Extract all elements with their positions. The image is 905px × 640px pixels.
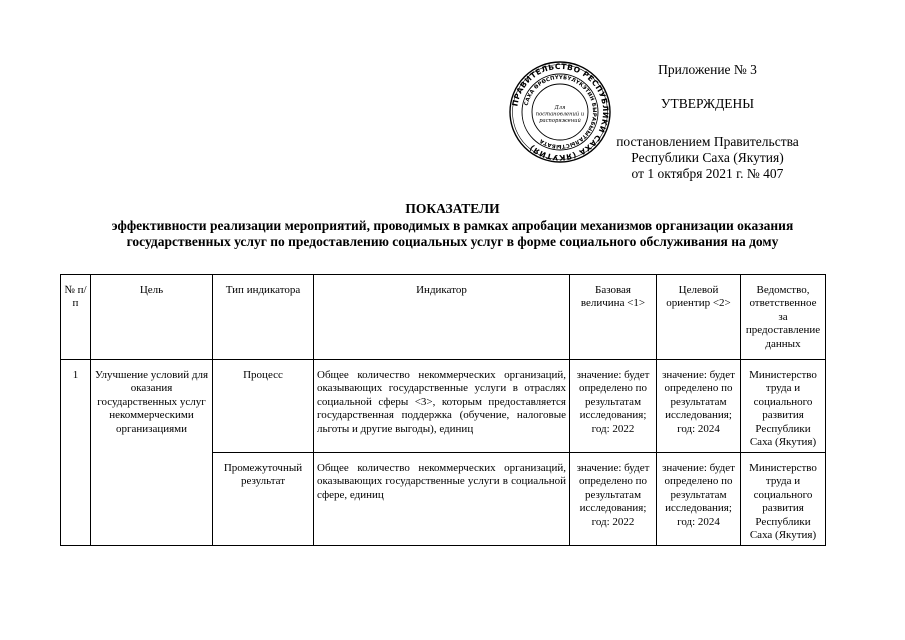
- row-num: 1: [61, 360, 91, 546]
- header-dept: Ведомство, ответственное за предоставление данных: [741, 275, 826, 360]
- svg-text:САХА ӨРӨСПҮҮБҮЛҮКЭТИН БЫРАБЫЫТ: САХА ӨРӨСПҮҮБҮЛҮКЭТИН БЫРАБЫЫТАЛЫСТЫБАТА: [523, 74, 598, 150]
- svg-text:Для: Для: [554, 105, 566, 111]
- row-target: значение: будет определено по результатам исследования; год: 2024: [657, 453, 741, 546]
- official-seal-stamp: [508, 60, 612, 164]
- document-title: [40, 201, 865, 251]
- title-line-2: эффективности реализации мероприятий, проводимых в рамках апробации механизмов организации оказания: [111, 217, 794, 233]
- row-dept: Министерство труда и социального развития Республики Саха (Якутия): [741, 360, 826, 453]
- row-type: Процесс: [213, 360, 314, 453]
- approved-label: УТВЕРЖДЕНЫ: [660, 96, 755, 111]
- header-num: № п/п: [61, 275, 91, 360]
- header-goal: Цель: [91, 275, 213, 360]
- row-goal: Улучшение условий для оказания государственных услуг некоммерческими организациями: [91, 360, 213, 546]
- header-type: Тип индикатора: [213, 275, 314, 360]
- title-line-1: ПОКАЗАТЕЛИ: [405, 201, 500, 216]
- row-target: значение: будет определено по результатам исследования; год: 2024: [657, 360, 741, 453]
- table-header-row: [61, 275, 826, 360]
- svg-text:распоряжений: распоряжений: [539, 118, 581, 124]
- row-dept: Министерство труда и социального развития Республики Саха (Якутия): [741, 453, 826, 546]
- decree-line-2: Республики Саха (Якутия): [631, 150, 784, 165]
- decree-line-3: от 1 октября 2021 г. № 407: [631, 166, 784, 181]
- decree-reference: [600, 134, 815, 182]
- header-indicator: Индикатор: [314, 275, 570, 360]
- header-base: Базовая величина <1>: [570, 275, 657, 360]
- row-indicator: Общее количество некоммерческих организаций, оказывающих государственные услуги в отраслях социальной сферы <3>, которым предоставляется государственная поддержка (обучение, налоговые льготы и другие выгоды), единиц: [314, 360, 570, 453]
- appendix-label: Приложение № 3: [658, 62, 757, 77]
- header-target: Целевой ориентир <2>: [657, 275, 741, 360]
- row-indicator: Общее количество некоммерческих организаций, оказывающих государственные услуги в социальной сфере, единиц: [314, 453, 570, 546]
- row-base: значение: будет определено по результатам исследования; год: 2022: [570, 453, 657, 546]
- row-type: Промежуточный результат: [213, 453, 314, 546]
- table-row: [61, 360, 826, 453]
- row-base: значение: будет определено по результатам исследования; год: 2022: [570, 360, 657, 453]
- decree-line-1: постановлением Правительства: [616, 134, 799, 149]
- svg-text:ПРАВИТЕЛЬСТВО РЕСПУБЛИКИ САХА: ПРАВИТЕЛЬСТВО РЕСПУБЛИКИ САХА (ЯКУТИЯ): [510, 61, 611, 163]
- svg-text:постановлений и: постановлений и: [535, 111, 585, 118]
- indicators-table: [60, 274, 826, 546]
- title-line-3: государственных услуг по предоставлению социальных услуг в форме социального обслуживания на дому: [126, 234, 779, 249]
